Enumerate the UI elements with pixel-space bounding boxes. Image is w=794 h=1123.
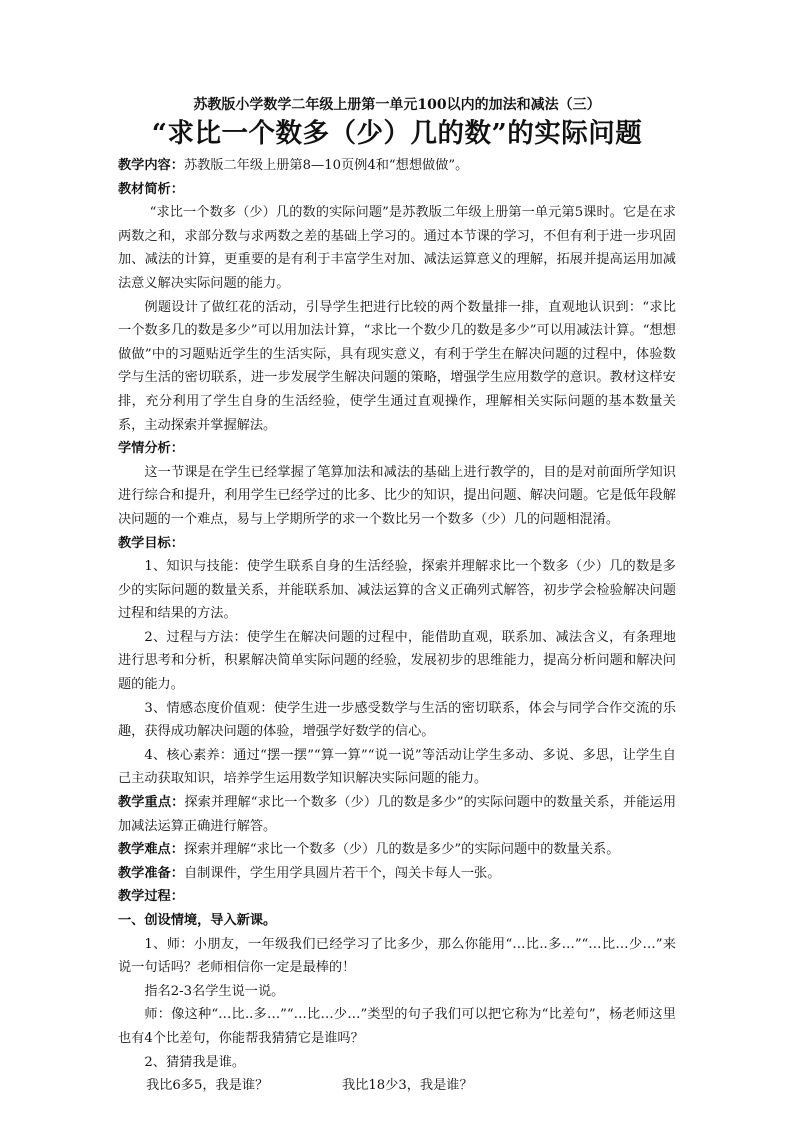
- process-section-1: 一、创设情境，导入新课。: [118, 913, 277, 928]
- analysis-heading: 教材简析：: [118, 181, 184, 197]
- process-line-2: 指名2-3名学生说一说。: [144, 983, 285, 999]
- analysis-paragraph-1: “求比一个数多（少）几的数的实际问题”是苏教版二年级上册第一单元第5课时。它是在求两数之和，求部分数与求两数之差的基础上学习的。通过本节课的学习，不但有利于进一步巩固加、减法的计算，更重要的是有利于丰富学生对加、减法运算意义的理解，拓展并提高运用加减法意义解决实际问题的能力。: [118, 205, 676, 291]
- preparation-text: 自制课件，学生用学具圆片若干个，闯关卡每人一张。: [183, 865, 501, 881]
- process-line-3: 师：像这种“…比..多…”“…比…少…”类型的句子我们可以把它称为“比差句”，杨老师这里也有4个比差句，你能帮我猜猜它是谁吗？: [118, 1007, 676, 1046]
- difficulty-text: 探索并理解“求比一个数多（少）几的数是多少”的实际问题中的数量关系。: [183, 842, 620, 858]
- document-subtitle: 苏教版小学数学二年级上册第一单元100以内的加法和减法（三）: [193, 97, 601, 113]
- teaching-content-text: 苏教版二年级上册第8—10页例4和“想想做做”。: [183, 158, 469, 173]
- goals-heading: 教学目标：: [118, 535, 184, 551]
- process-line-1: 1、师：小朋友，一年级我们已经学习了比多少，那么你能用“…比..多…”“…比…少…”来说一句话吗？老师相信你一定是最棒的！: [118, 936, 676, 976]
- teaching-content-label: 教学内容：: [118, 158, 184, 173]
- students-paragraph: 这一节课是在学生已经掌握了笔算加法和减法的基础上进行教学的，目的是对前面所学知识进行综合和提升，利用学生已经学过的比多、比少的知识，提出问题、解决问题。它是低年段解决问题的一个难点，易与上学期所学的求一个数比另一个数多（少）几的问题相混淆。: [118, 464, 676, 527]
- key-point-label: 教学重点：: [118, 795, 185, 811]
- goal-2: 2、过程与方法：使学生在解决问题的过程中，能借助直观，联系加、减法含义，有条理地进行思考和分析，积累解决简单实际问题的经验，发展初步的思维能力，提高分析问题和解决问题的能力。: [118, 629, 676, 693]
- riddle-row: [118, 1074, 676, 1098]
- students-heading: 学情分析：: [118, 441, 184, 457]
- preparation: [118, 862, 676, 886]
- difficulty-point: [118, 838, 676, 862]
- document-title: “求比一个数多（少）几的数”的实际问题: [151, 118, 643, 149]
- process-line-4: 2、猜猜我是谁。: [144, 1054, 246, 1070]
- key-point: [118, 791, 676, 838]
- riddle-1: 我比6多5，我是谁？: [146, 1078, 269, 1094]
- analysis-paragraph-2: 例题设计了做红花的活动，引导学生把进行比较的两个数量排一排，直观地认识到：“求比一个数多几的数是多少”可以用加法计算，“求比一个数少几的数是多少”可以用减法计算。“想想做做”中的习题贴近学生的生活实际，具有现实意义，有利于学生在解决问题的过程中，体验数学与生活的密切联系，进一步发展学生解决问题的策略，增强学生应用数学的意识。教材这样安排，充分利用了学生自身的生活经验，使学生通过直观操作，理解相关实际问题的基本数量关系，主动探索并掌握解法。: [118, 299, 676, 433]
- goal-4: 4、核心素养：通过“摆一摆”“算一算”“说一说”等活动让学生多动、多说、多思，让学生自己主动获取知识，培养学生运用数学知识解决实际问题的能力。: [118, 747, 676, 787]
- teaching-content: [118, 154, 676, 178]
- process-heading: 教学过程：: [118, 889, 184, 905]
- riddle-2: 我比18少3，我是谁？: [342, 1078, 473, 1094]
- goal-3: 3、情感态度价值观：使学生进一步感受数学与生活的密切联系，体会与同学合作交流的乐趣，获得成功解决问题的体验，增强学好数学的信心。: [118, 700, 676, 740]
- difficulty-label: 教学难点：: [118, 842, 184, 858]
- document-page: [118, 96, 676, 1098]
- key-point-text: 探索并理解“求比一个数多（少）几的数是多少”的实际问题中的数量关系，并能运用加减法运算正确进行解答。: [118, 795, 677, 834]
- goal-1: 1、知识与技能：使学生联系自身的生活经验，探索并理解求比一个数多（少）几的数是多少的实际问题的数量关系，并能联系加、减法运算的含义正确列式解答，初步学会检验解决问题过程和结果的方法。: [118, 559, 676, 622]
- preparation-label: 教学准备：: [118, 865, 184, 881]
